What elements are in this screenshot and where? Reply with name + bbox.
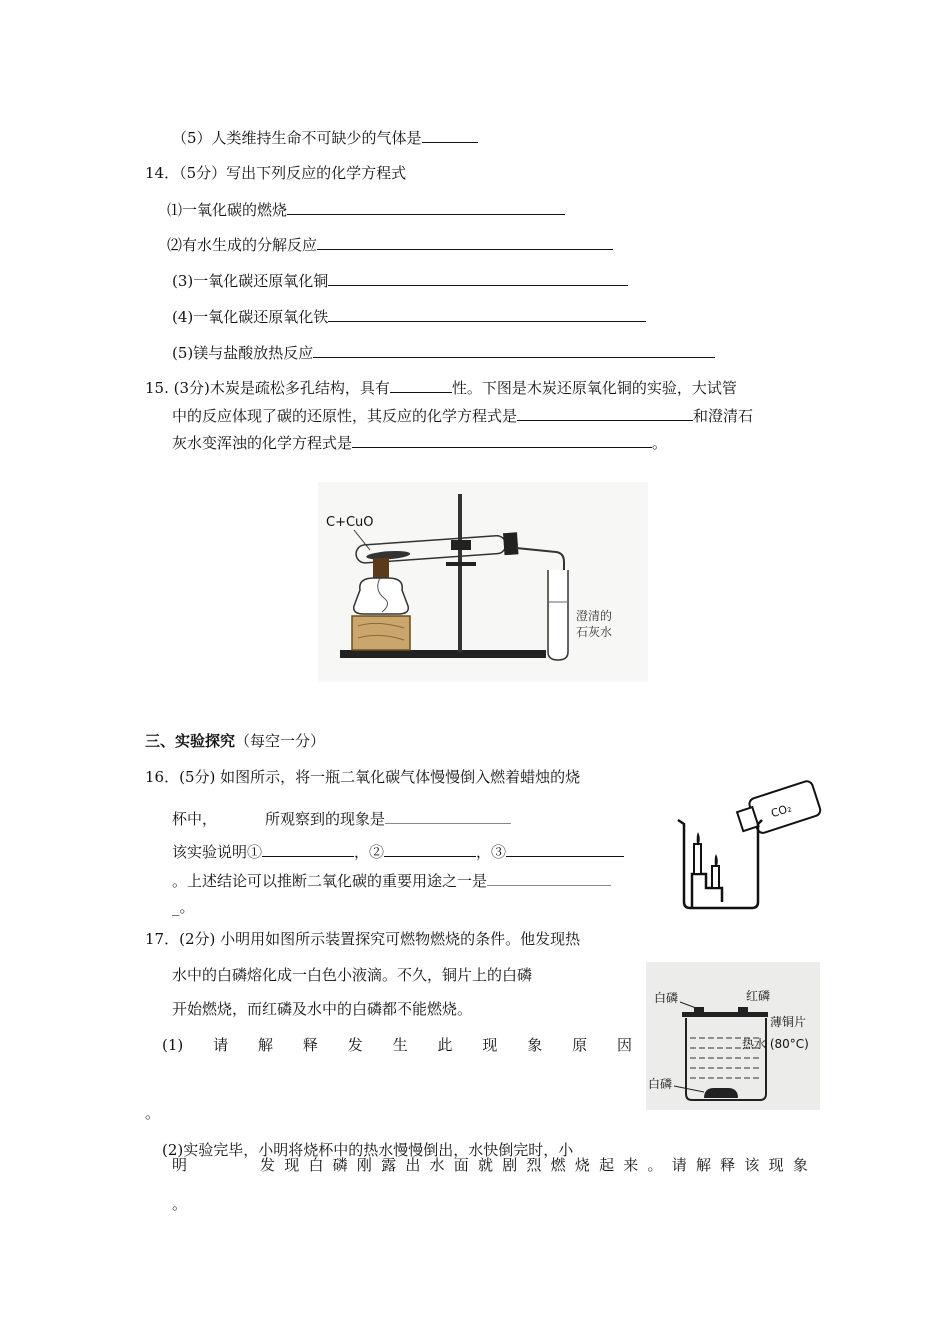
answer-blank[interactable] <box>384 841 476 857</box>
q14-item-3-text: (3)一氧化碳还原氧化铜 <box>172 272 329 290</box>
q16-text-3c: ，③ <box>476 843 507 861</box>
answer-blank[interactable] <box>317 234 613 250</box>
q17-sub2-char: 面 <box>453 1156 469 1174</box>
red-phosphorus <box>738 1007 748 1013</box>
lamp-flame <box>373 558 389 580</box>
label-copper-plate: 薄铜片 <box>770 1015 807 1029</box>
q16-line-5: _。 <box>172 898 195 916</box>
q17-sub2-char: 现 <box>284 1156 300 1174</box>
tall-candle <box>694 844 701 874</box>
clamp-upper <box>451 540 471 550</box>
q17-sub1-char: 释 <box>302 1036 318 1054</box>
co2-beaker-figure <box>672 778 822 912</box>
q16-line-2 <box>172 808 511 829</box>
co2-bottle-label: CO₂ <box>769 801 794 821</box>
q16-line-3 <box>172 841 624 862</box>
q17-sub2-char: 。 <box>647 1156 663 1174</box>
q17-sub1-char: 现 <box>482 1036 498 1054</box>
q17-sub1-char: 解 <box>257 1036 273 1054</box>
q14-item-1 <box>167 199 565 220</box>
q17-sub2-char: 解 <box>695 1156 711 1174</box>
q17-sub2-spread <box>260 1155 808 1175</box>
q14-item-5 <box>172 342 715 363</box>
q17-sub2-char: 该 <box>744 1156 760 1174</box>
q17-sub2-char: 起 <box>599 1156 615 1174</box>
q17-sub2-char: 露 <box>381 1156 397 1174</box>
iron-stand-rod <box>458 494 462 652</box>
answer-blank[interactable] <box>487 870 611 886</box>
q17-sub2-char: 象 <box>792 1156 808 1174</box>
phosphorus-combustion-figure <box>646 962 820 1110</box>
answer-blank[interactable] <box>328 306 646 322</box>
q17-line-2: 水中的白磷熔化成一白色小液滴。不久，铜片上的白磷 <box>172 966 533 984</box>
section3-title: 三、实验探究 <box>145 732 236 750</box>
q16-text-2b: 所观察到的现象是 <box>265 810 386 828</box>
label-limewater-1: 澄清的 <box>576 609 613 623</box>
label-red-phosphorus: 红磷 <box>746 989 771 1003</box>
label-white-phosphorus-bottom: 白磷 <box>648 1077 673 1091</box>
answer-blank[interactable] <box>262 841 354 857</box>
q17-sub1-char: 象 <box>527 1036 543 1054</box>
q17-sub2-char: 燃 <box>550 1156 566 1174</box>
q13-item5 <box>172 127 478 148</box>
q15-text-3b: 。 <box>652 434 668 452</box>
q17-line-1: 17．(2分) 小明用如图所示装置探究可燃物燃烧的条件。他发现热 <box>145 930 581 948</box>
q14-item-4 <box>172 306 646 327</box>
q15-text-1b: 性。下图是木炭还原氧化铜的实验，大试管 <box>451 379 737 397</box>
q17-sub1-char: 发 <box>347 1036 363 1054</box>
q16-text-2a: 杯中， <box>172 810 218 828</box>
section3-note: （每空一分） <box>235 732 326 750</box>
section3-heading <box>145 731 325 751</box>
q17-sub2-char: 现 <box>768 1156 784 1174</box>
q15-text-3a: 灰水变浑浊的化学方程式是 <box>172 434 353 452</box>
q14-item-5-text: (5)镁与盐酸放热反应 <box>172 344 314 362</box>
q17-sub2-char: 就 <box>477 1156 493 1174</box>
white-phosphorus-in-water <box>704 1088 738 1098</box>
q17-sub2-char: 烈 <box>526 1156 542 1174</box>
figure-background <box>646 962 820 1110</box>
q16-text-3b: ，② <box>354 843 385 861</box>
q15-line-3 <box>172 432 667 453</box>
q15-text-2b: 和澄清石 <box>693 407 754 425</box>
q16-text-3a: 该实验说明① <box>172 843 263 861</box>
q17-sub2-char: 刚 <box>356 1156 372 1174</box>
answer-blank[interactable] <box>517 405 693 421</box>
q17-sub2-end: 。 <box>172 1195 188 1213</box>
answer-blank[interactable] <box>352 432 652 448</box>
label-reactants: C+CuO <box>326 515 374 530</box>
alcohol-lamp <box>354 578 409 614</box>
small-test-tube <box>548 570 568 660</box>
q14-item-4-text: (4)一氧化碳还原氧化铁 <box>172 308 329 326</box>
q17-sub2-char: 出 <box>405 1156 421 1174</box>
q16-line-4 <box>172 870 611 891</box>
label-white-phosphorus-top: 白磷 <box>654 991 679 1005</box>
carbon-reduction-apparatus-figure <box>318 482 648 682</box>
q17-sub1-char: 原 <box>572 1036 588 1054</box>
rubber-stopper <box>503 532 519 555</box>
q15-text-2a: 中的反应体现了碳的还原性，其反应的化学方程式是 <box>172 407 518 425</box>
q17-sub2-line-1: (2)实验完毕，小明将烧杯中的热水慢慢倒出，水快倒完时，小 <box>162 1141 574 1159</box>
tall-candle-flame <box>697 832 700 844</box>
q17-sub1-end: 。 <box>145 1104 161 1122</box>
q17-sub2-char: 来 <box>623 1156 639 1174</box>
q17-sub2-char: 磷 <box>332 1156 348 1174</box>
q17-line-3: 开始燃烧，而红磷及水中的白磷都不能燃烧。 <box>172 1000 473 1018</box>
q15-text-1a: 15. (3分)木炭是疏松多孔结构，具有 <box>145 379 390 397</box>
q17-sub2-char: 释 <box>720 1156 736 1174</box>
q15-line-1 <box>145 377 737 398</box>
q14-item-2-text: ⑵有水生成的分解反应 <box>167 236 318 254</box>
q17-sub1-char: 生 <box>392 1036 408 1054</box>
q17-sub1-char: 此 <box>437 1036 453 1054</box>
short-candle-flame <box>715 854 718 866</box>
q16-text-4: 。上述结论可以推断二氧化碳的重要用途之一是 <box>172 872 488 890</box>
q17-sub2-char: 水 <box>429 1156 445 1174</box>
q17-sub1-char: 请 <box>213 1036 229 1054</box>
q17-sub2-char: 白 <box>308 1156 324 1174</box>
answer-blank[interactable] <box>287 199 565 215</box>
answer-blank[interactable] <box>390 377 452 393</box>
q17-sub2-text-2a: 明 <box>172 1156 188 1174</box>
q17-sub1-line <box>162 1035 632 1055</box>
q17-sub2-char: 发 <box>260 1156 276 1174</box>
label-limewater-2: 石灰水 <box>576 625 613 639</box>
q14-item-1-text: ⑴一氧化碳的燃烧 <box>167 201 288 219</box>
answer-blank[interactable] <box>506 841 624 857</box>
q17-sub2-char: 烧 <box>574 1156 590 1174</box>
beaker <box>678 820 762 908</box>
q17-sub1-char: 因 <box>616 1036 632 1054</box>
q17-sub2-char: 剧 <box>502 1156 518 1174</box>
q17-sub1-char: (1) <box>162 1036 184 1054</box>
answer-blank[interactable] <box>313 342 715 358</box>
q16-line-1: 16．(5分) 如图所示，将一瓶二氧化碳气体慢慢倒入燃着蜡烛的烧 <box>145 768 581 786</box>
q14-title: 14．（5分）写出下列反应的化学方程式 <box>145 164 407 182</box>
wooden-block <box>352 616 410 650</box>
iron-stand-base <box>340 650 546 658</box>
short-candle <box>712 866 719 888</box>
answer-blank[interactable] <box>422 127 478 143</box>
q15-line-2 <box>172 405 753 426</box>
q17-sub2-char: 请 <box>671 1156 687 1174</box>
q13-item5-text: （5）人类维持生命不可缺少的气体是 <box>172 129 422 147</box>
q14-item-2 <box>167 234 613 255</box>
q14-item-3 <box>172 270 628 291</box>
answer-blank[interactable] <box>385 808 511 824</box>
clamp-lower <box>446 562 476 566</box>
co2-bottle <box>735 780 822 839</box>
answer-blank[interactable] <box>328 270 628 286</box>
label-hot-water: 热水 (80°C) <box>742 1037 809 1051</box>
